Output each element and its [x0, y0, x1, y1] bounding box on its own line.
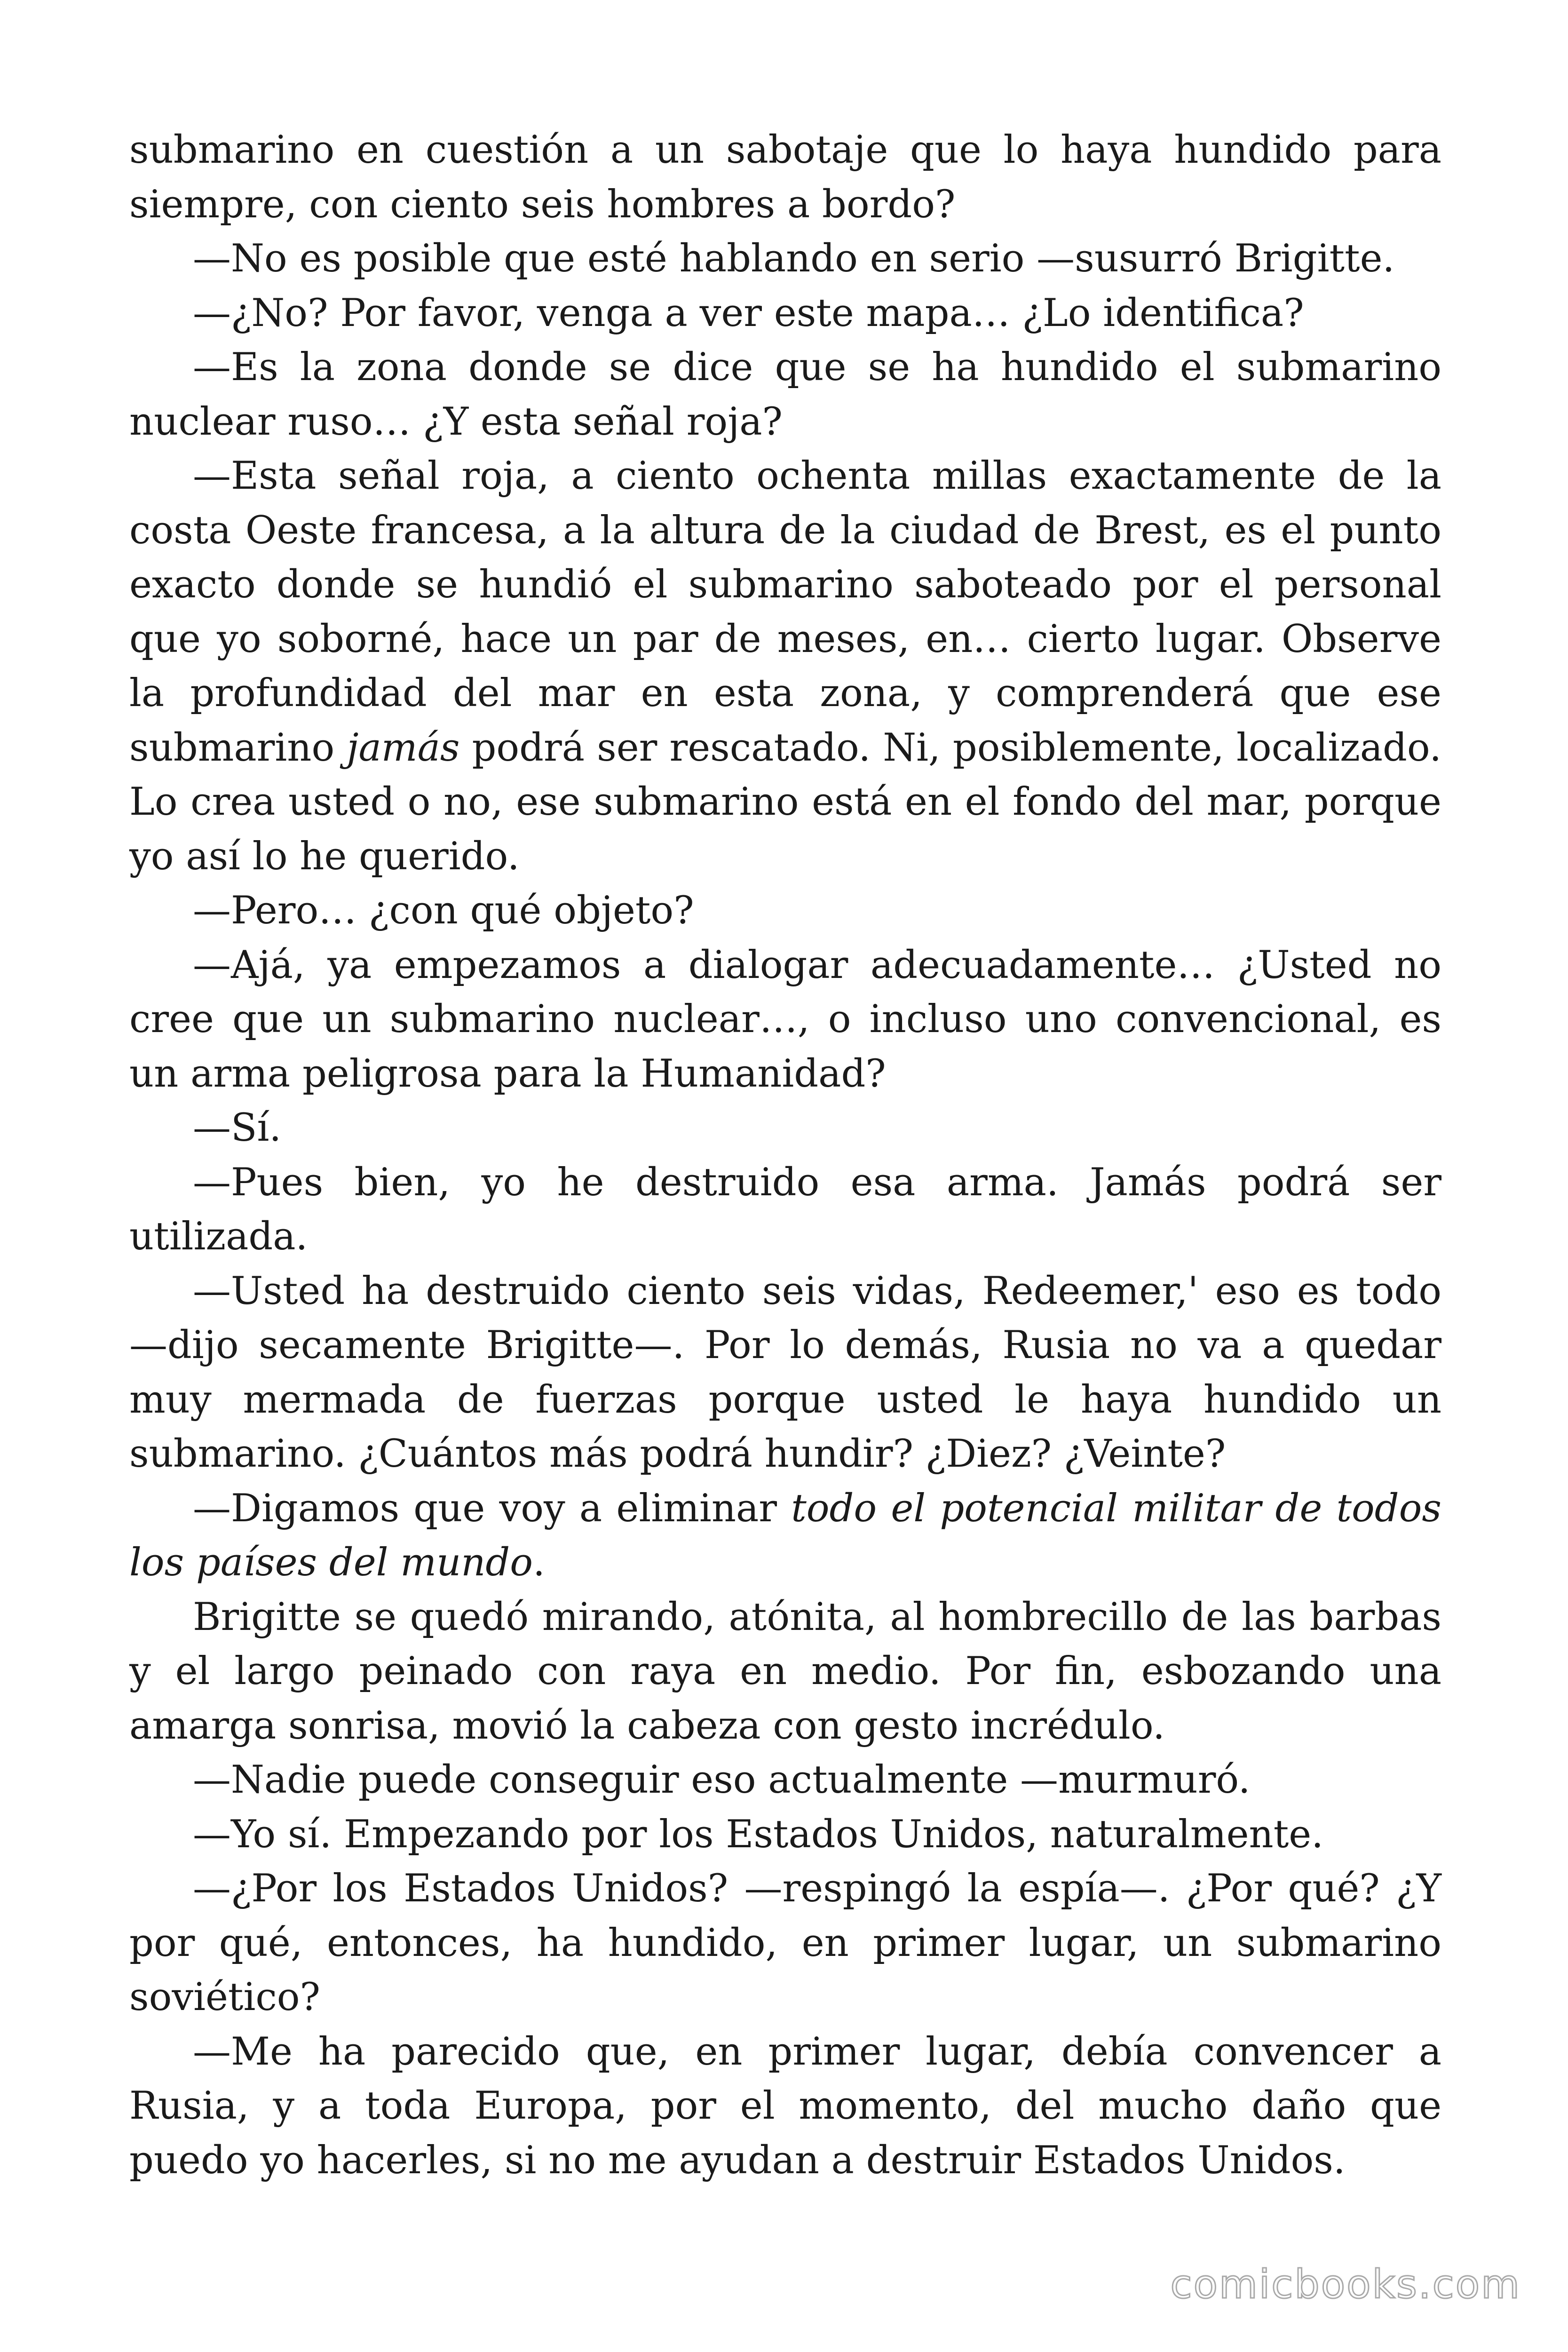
paragraph: —Nadie puede conseguir eso actualmente —murmuró. [193, 1758, 1251, 1802]
paragraph [129, 1482, 1441, 1590]
paragraph: —¿Por los Estados Unidos? —respingó la espía—. ¿Por qué? ¿Y por qué, entonces, ha hundido, en primer lugar, un submarino soviético? [129, 1867, 1441, 2019]
emphasis-text: jamás [347, 725, 460, 770]
paragraph-text: podrá ser rescatado. Ni, posiblemente, localizado. Lo crea usted o no, ese submarino está en el fondo del mar, porque yo así lo he querido. [129, 725, 1441, 879]
watermark-logo: comicbooks.com [1170, 2261, 1521, 2307]
book-page-text [129, 123, 1441, 2188]
paragraph [129, 449, 1441, 884]
paragraph: —¿No? Por favor, venga a ver este mapa… ¿Lo identifica? [193, 291, 1304, 335]
paragraph: —Pero… ¿con qué objeto? [193, 889, 694, 933]
paragraph: —Usted ha destruido ciento seis vidas, Redeemer,' eso es todo —dijo secamente Brigitte—. Por lo demás, Rusia no va a quedar muy mermada de fuerzas porque usted le haya hundido un submarino. ¿Cuántos más podrá hundir? ¿Diez? ¿Veinte? [129, 1269, 1441, 1476]
paragraph: submarino en cuestión a un sabotaje que lo haya hundido para siempre, con ciento seis hombres a bordo? [129, 128, 1441, 227]
paragraph-text: —Esta señal roja, a ciento ochenta millas exactamente de la costa Oeste francesa, a la altura de la ciudad de Brest, es el punto exacto donde se hundió el submarino saboteado por el personal que yo soborné, hace un par de meses, en… cierto lugar. Observe la profundidad del mar en esta zona, y comprenderá que ese submarino [129, 454, 1441, 770]
paragraph: Brigitte se quedó mirando, atónita, al hombrecillo de las barbas y el largo peinado con raya en medio. Por fin, esbozando una amarga sonrisa, movió la cabeza con gesto incrédulo. [129, 1595, 1441, 1748]
paragraph-text: . [533, 1541, 545, 1585]
paragraph: —Es la zona donde se dice que se ha hundido el submarino nuclear ruso… ¿Y esta señal roja? [129, 345, 1441, 444]
paragraph: —Sí. [193, 1106, 282, 1150]
emphasis-text: todo el potencial militar de todos los países del mundo [129, 1486, 1441, 1585]
paragraph: —Pues bien, yo he destruido esa arma. Jamás podrá ser utilizada. [129, 1160, 1441, 1259]
paragraph: —Ajá, ya empezamos a dialogar adecuadamente… ¿Usted no cree que un submarino nuclear…, o incluso uno convencional, es un arma peligrosa para la Humanidad? [129, 943, 1441, 1096]
paragraph: —Me ha parecido que, en primer lugar, debía convencer a Rusia, y a toda Europa, por el momento, del mucho daño que puedo yo hacerles, si no me ayudan a destruir Estados Unidos. [129, 2029, 1441, 2183]
paragraph: —Yo sí. Empezando por los Estados Unidos, naturalmente. [193, 1812, 1323, 1857]
paragraph: —No es posible que esté hablando en serio —susurró Brigitte. [193, 237, 1395, 281]
paragraph-text: —Digamos que voy a eliminar [193, 1486, 792, 1531]
